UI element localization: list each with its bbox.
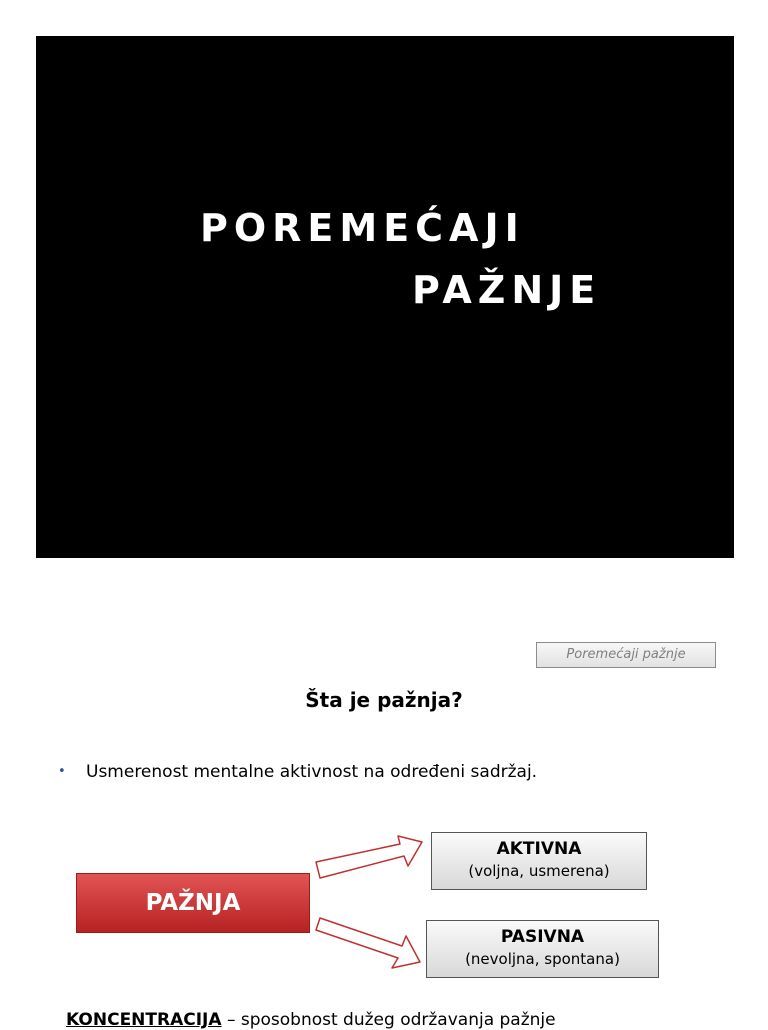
bullet-item [58, 762, 537, 782]
slide-title-line-1: POREMEĆAJI [200, 206, 525, 250]
concentration-definition [66, 1010, 556, 1030]
bullet-icon: • [58, 764, 66, 779]
concentration-term: KONCENTRACIJA [66, 1010, 222, 1030]
option-name: PASIVNA [500, 927, 585, 947]
option-description: (nevoljna, spontana) [465, 950, 620, 968]
slide-title-line-2: PAŽNJE [412, 268, 602, 312]
option-description: (voljna, usmerena) [468, 862, 610, 880]
header-tag: Poremećaji pažnje [536, 642, 716, 668]
title-slide [36, 36, 734, 558]
slide-heading: Šta je pažnja? [305, 688, 463, 712]
concentration-description: – sposobnost dužeg održavanja pažnje [221, 1010, 556, 1030]
attention-box: PAŽNJA [76, 873, 310, 933]
arrow-down-right-icon [316, 918, 420, 968]
option-box-active [431, 832, 647, 890]
diagram-arrows [300, 820, 440, 980]
bullet-text: Usmerenost mentalne aktivnost na određeni sadržaj. [86, 762, 538, 782]
option-name: AKTIVNA [496, 839, 582, 859]
option-box-passive [426, 920, 659, 978]
arrow-up-right-icon [316, 836, 422, 878]
